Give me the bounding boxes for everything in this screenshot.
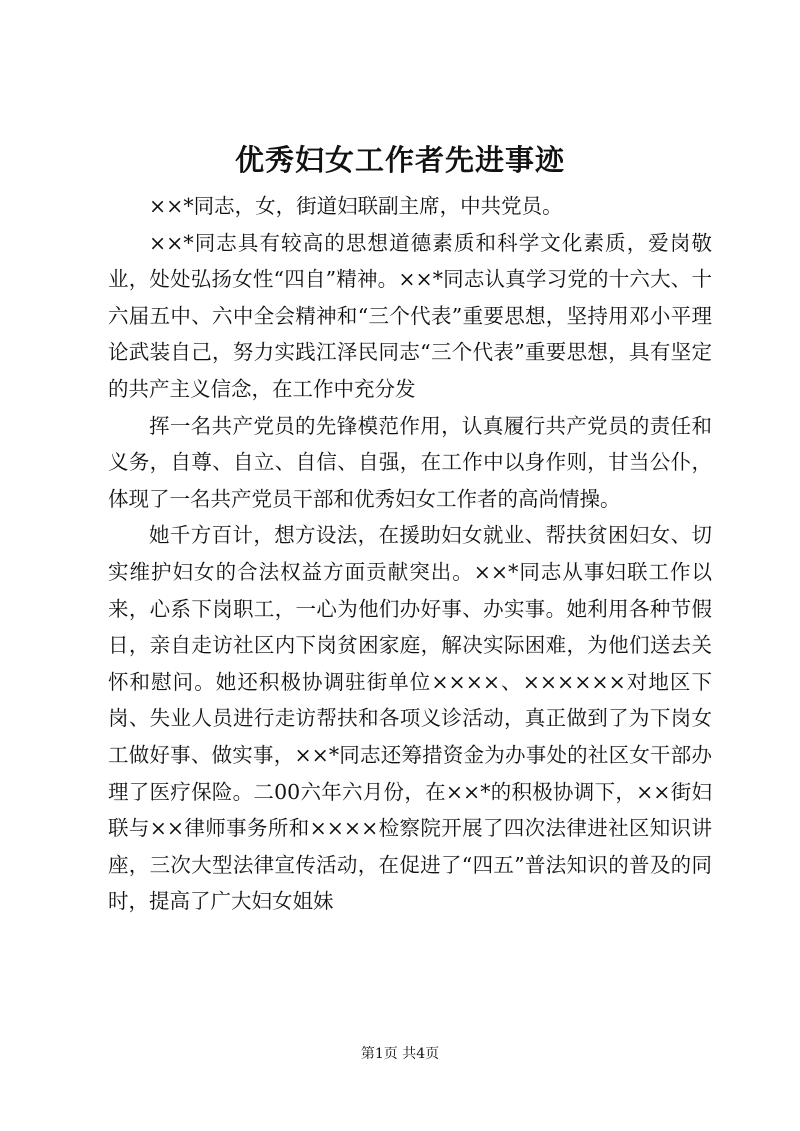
- document-body: [108, 188, 712, 920]
- document-title: 优秀妇女工作者先进事迹: [234, 143, 565, 177]
- paragraph-1: ××*同志，女，街道妇联副主席，中共党员。: [149, 194, 563, 218]
- paragraph-2: ××*同志具有较高的思想道德素质和科学文化素质，爱岗敬业，处处弘扬女性“四自”精神。××*同志认真学习党的十六大、十六届五中、六中全会精神和“三个代表”重要思想，坚持用邓小平理论武装自己，努力实践江泽民同志“三个代表”重要思想，具有坚定的共产主义信念，在工作中充分发: [108, 230, 712, 401]
- paragraph-4: 她千方百计，想方设法，在援助妇女就业、帮扶贫困妇女、切实维护妇女的合法权益方面贡献突出。××*同志从事妇联工作以来，心系下岗职工，一心为他们办好事、办实事。她利用各种节假日，亲自走访社区内下岗贫困家庭，解决实际困难，为他们送去关怀和慰问。她还积极协调驻街单位××××、××××××对地区下岗、失业人员进行走访帮扶和各项义诊活动，真正做到了为下岗女工做好事、做实事，××*同志还筹措资金为办事处的社区女干部办理了医疗保险。二00六年六月份，在××*的积极协调下，××街妇联与××律师事务所和××××检察院开展了四次法律进社区知识讲座，三次大型法律宣传活动，在促进了“四五”普法知识的普及的同时，提高了广大妇女姐妹: [108, 523, 712, 914]
- page-footer: 第1页 共4页: [360, 1046, 440, 1062]
- paragraph-3: 挥一名共产党员的先锋模范作用，认真履行共产党员的责任和义务，自尊、自立、自信、自强，在工作中以身作则，甘当公仆，体现了一名共产党员干部和优秀妇女工作者的高尚情操。: [108, 413, 712, 511]
